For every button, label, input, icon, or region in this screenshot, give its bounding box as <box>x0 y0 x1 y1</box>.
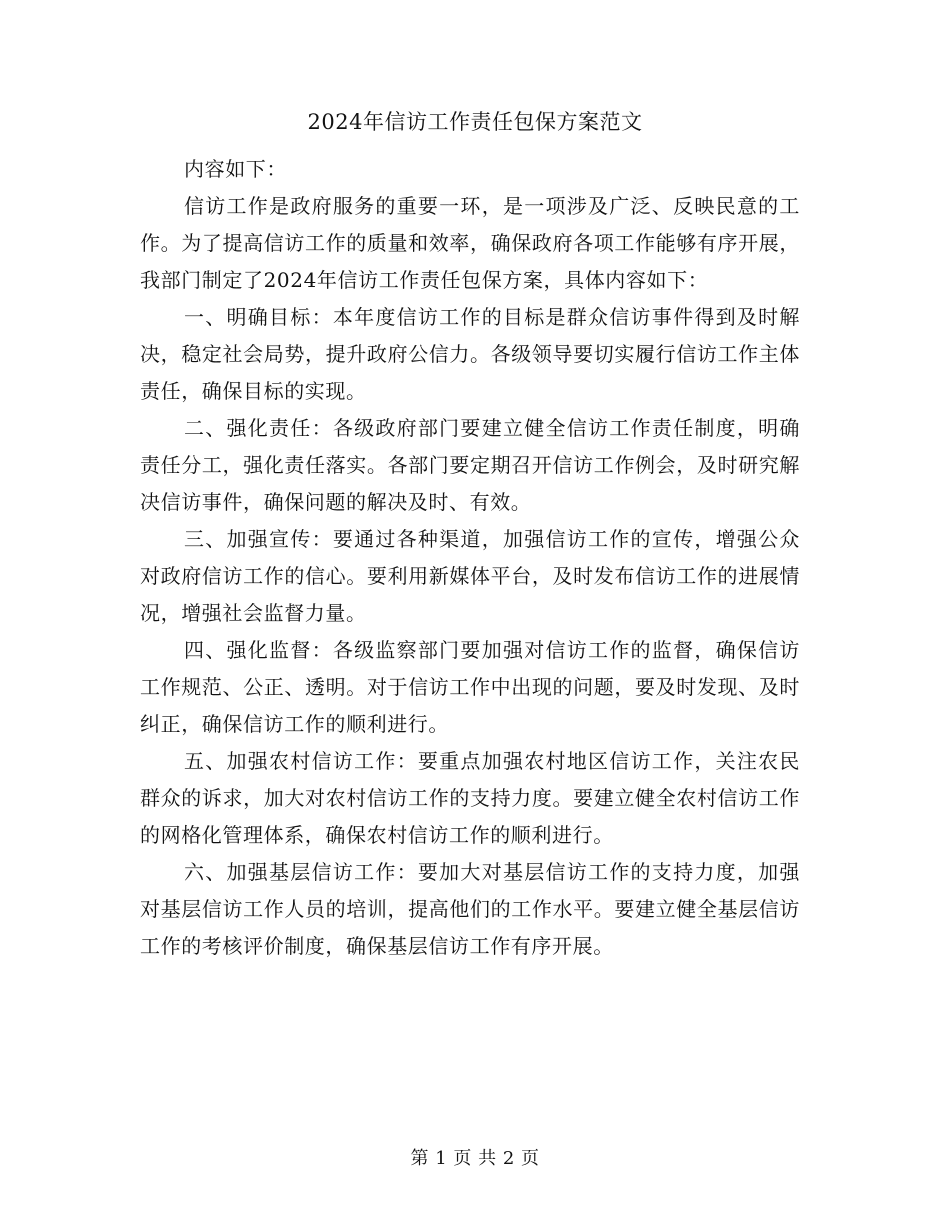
intro-paragraph: 内容如下： <box>184 157 287 181</box>
document-body <box>140 151 800 965</box>
body-paragraph: 六、加强基层信访工作：要加大对基层信访工作的支持力度，加强对基层信访工作人员的培训，提高他们的工作水平。要建立健全基层信访工作的考核评价制度，确保基层信访工作有序开展。 <box>140 860 800 958</box>
body-paragraph: 信访工作是政府服务的重要一环，是一项涉及广泛、反映民意的工作。为了提高信访工作的质量和效率，确保政府各项工作能够有序开展，我部门制定了2024年信访工作责任包保方案，具体内容如下： <box>140 194 800 292</box>
body-paragraph: 三、加强宣传：要通过各种渠道，加强信访工作的宣传，增强公众对政府信访工作的信心。要利用新媒体平台，及时发布信访工作的进展情况，增强社会监督力量。 <box>140 527 800 625</box>
body-paragraph: 一、明确目标：本年度信访工作的目标是群众信访事件得到及时解决，稳定社会局势，提升政府公信力。各级领导要切实履行信访工作主体责任，确保目标的实现。 <box>140 305 800 403</box>
body-paragraph: 二、强化责任：各级政府部门要建立健全信访工作责任制度，明确责任分工，强化责任落实。各部门要定期召开信访工作例会，及时研究解决信访事件，确保问题的解决及时、有效。 <box>140 416 800 514</box>
page-number-footer: 第 1 页 共 2 页 <box>410 1148 540 1169</box>
body-paragraph: 四、强化监督：各级监察部门要加强对信访工作的监督，确保信访工作规范、公正、透明。对于信访工作中出现的问题，要及时发现、及时纠正，确保信访工作的顺利进行。 <box>140 638 800 736</box>
document-title: 2024年信访工作责任包保方案范文 <box>307 110 643 134</box>
body-paragraph: 五、加强农村信访工作：要重点加强农村地区信访工作，关注农民群众的诉求，加大对农村信访工作的支持力度。要建立健全农村信访工作的网格化管理体系，确保农村信访工作的顺利进行。 <box>140 749 800 847</box>
